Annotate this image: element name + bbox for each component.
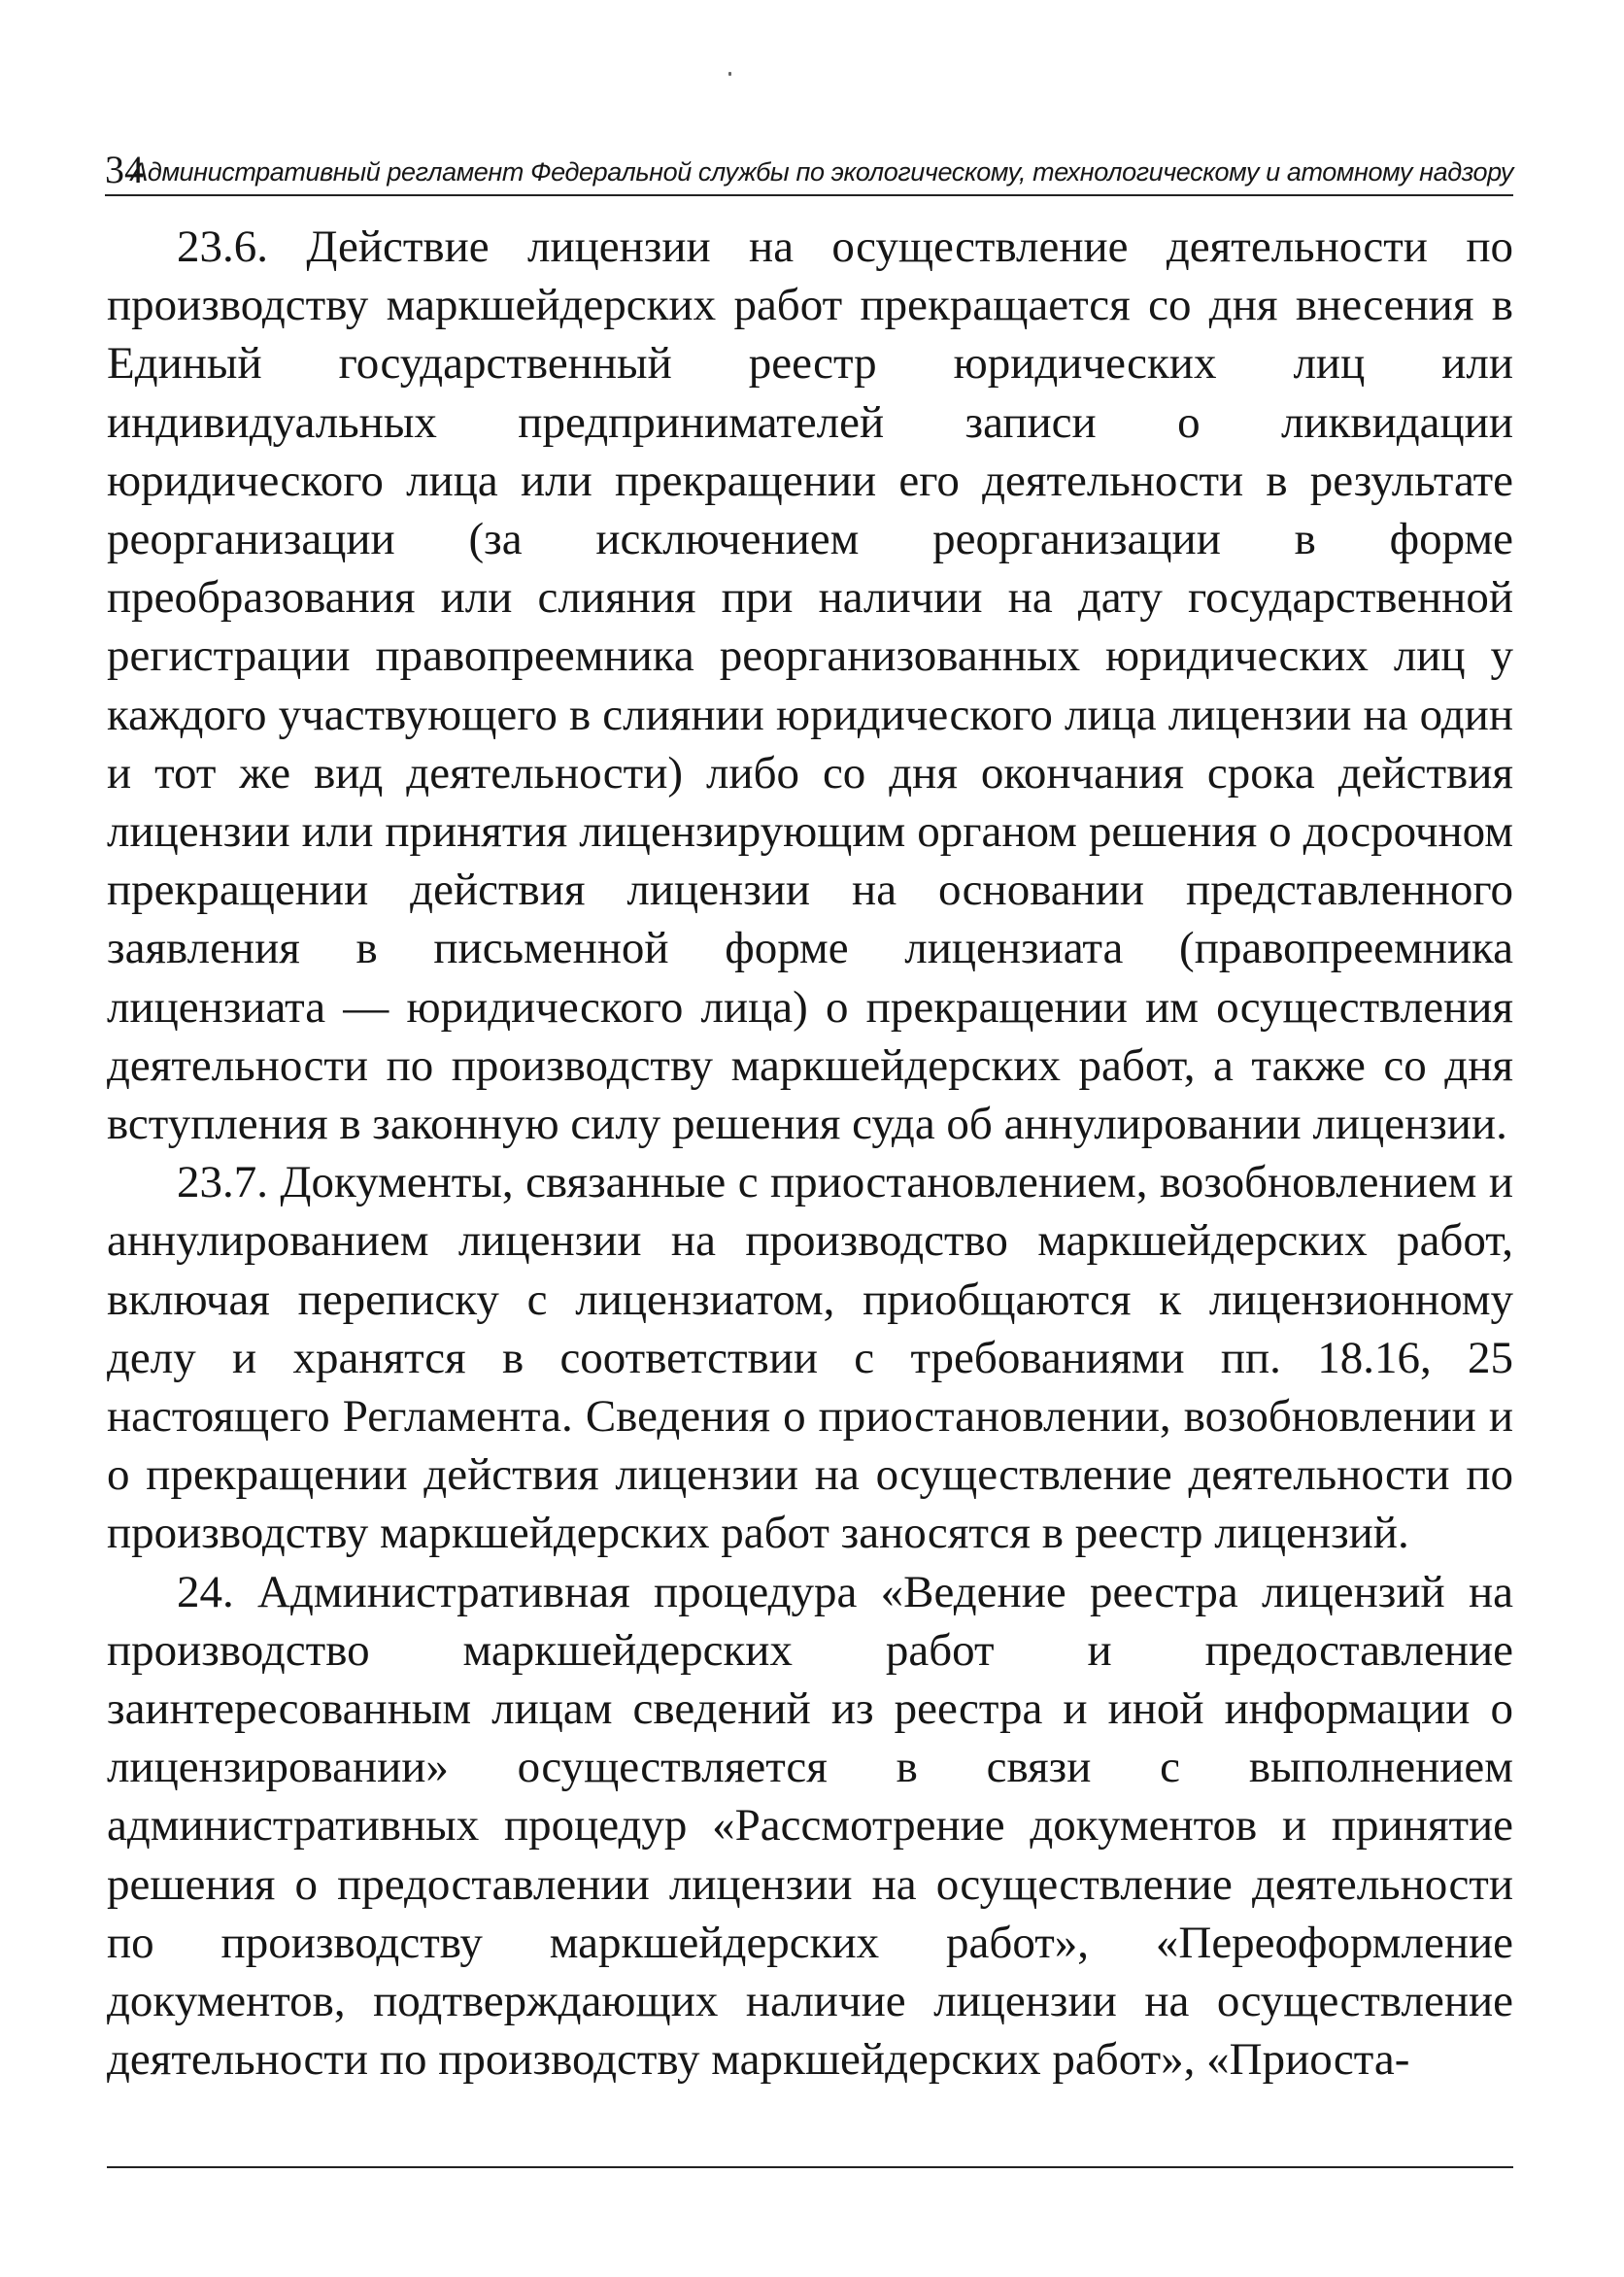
running-title: Административный регламент Федеральной службы по экологическому, технологическому и атомному надзору — [130, 157, 1513, 187]
footer-rule — [107, 2166, 1513, 2168]
paragraph-24: 24. Административная процедура «Ведение реестра лицензий на производство маркшейдерских работ и предоставление заинтересованным лицам сведений из реестра и иной информации о лицензировании» осуществляется в связи с выполнением административных процедур «Рассмотрение документов и принятие решения о предоставлении лицензии на осуществление деятельности по производству маркшейдерских работ», «Переоформление документов, подтверждающих наличие лицензии на осуществление деятельности по производству маркшейдерских работ», «Приоста- — [107, 1566, 1513, 2086]
paragraph-23-7: 23.7. Документы, связанные с приостановлением, возобновлением и аннулированием лицензии на производство маркшейдерских работ, включая переписку с лицензиатом, приобщаются к лицензионному делу и хранятся в соответствии с требованиями пп. 18.16, 25 настоящего Регламента. Сведения о приостановлении, возобновлении и о прекращении действия лицензии на осуществление деятельности по производству маркшейдерских работ заносятся в реестр лицензий. — [107, 1157, 1513, 1559]
body-text — [107, 218, 1513, 2090]
running-header — [105, 146, 1513, 196]
scan-artifact-dot — [728, 72, 731, 76]
page-number: 34 — [105, 148, 144, 191]
paragraph-23-6: 23.6. Действие лицензии на осуществление деятельности по производству маркшейдерских работ прекращается со дня внесения в Единый государственный реестр юридических лиц или индивидуальных предпринимателей записи о ликвидации юридического лица или прекращении его деятельности в результате реорганизации (за исключением реорганизации в форме преобразования или слияния при наличии на дату государственной регистрации правопреемника реорганизованных юридических лиц у каждого участвующего в слиянии юридического лица лицензии на один и тот же вид деятельности) либо со дня окончания срока действия лицензии или принятия лицензирующим органом решения о досрочном прекращении действия лицензии на основании представленного заявления в письменной форме лицензиата (правопреемника лицензиата — юридического лица) о прекращении им осуществления деятельности по производству маркшейдерских работ, а также со дня вступления в законную силу решения суда об аннулировании лицензии. — [107, 221, 1513, 1150]
